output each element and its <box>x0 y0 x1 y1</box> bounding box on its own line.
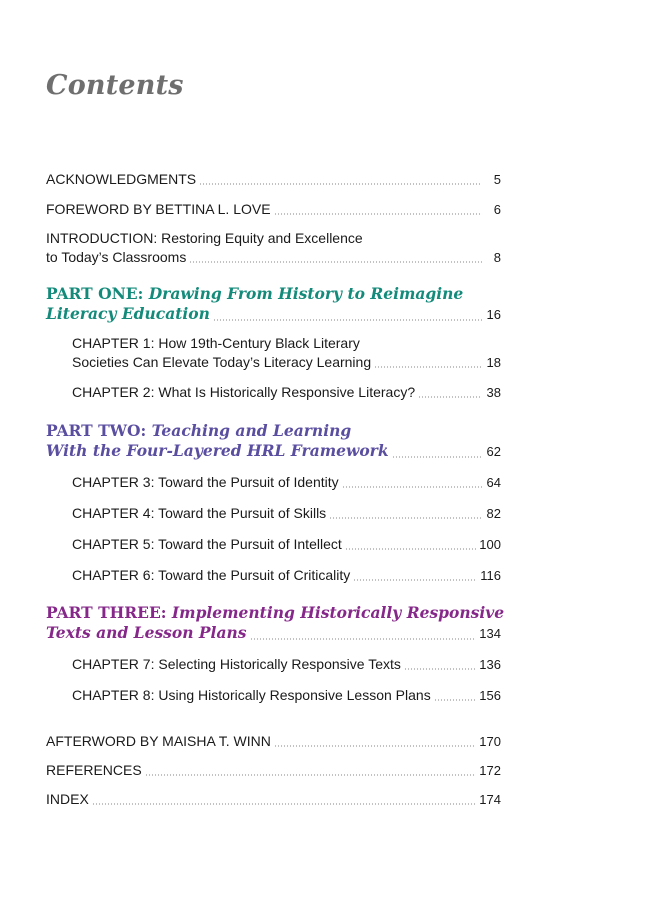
page-number: 5 <box>493 172 501 187</box>
page-number: 64 <box>486 475 501 490</box>
entry-label: CHAPTER 3: <box>72 474 155 490</box>
part-title-line2: Texts and Lesson Plans <box>46 623 247 642</box>
toc-entry-chapter-5[interactable] <box>46 535 501 554</box>
part-label: PART ONE: <box>46 284 144 303</box>
entry-label: CHAPTER 1: <box>72 335 155 351</box>
page-number: 174 <box>479 792 501 807</box>
page-number: 136 <box>479 657 501 672</box>
page-number: 16 <box>486 307 501 322</box>
dot-leader <box>274 745 476 747</box>
dot-leader <box>374 366 482 368</box>
entry-title: Toward the Pursuit of Skills <box>154 505 327 521</box>
entry-title-line1: Restoring Equity and Excellence <box>157 230 363 246</box>
dot-leader <box>274 213 482 215</box>
page-number: 38 <box>486 385 501 400</box>
dot-leader <box>434 699 477 701</box>
toc-entry-foreword[interactable] <box>46 200 501 219</box>
toc-entry-afterword[interactable] <box>46 732 501 751</box>
page-number: 18 <box>486 355 501 370</box>
entry-label: CHAPTER 5: <box>72 536 155 552</box>
entry-label: INTRODUCTION: <box>46 230 158 246</box>
dot-leader <box>145 774 477 776</box>
entry-title: REFERENCES <box>46 762 142 778</box>
page-number: 82 <box>486 506 501 521</box>
entry-label: CHAPTER 8: <box>72 687 155 703</box>
part-label: PART TWO: <box>46 421 147 440</box>
dot-leader <box>392 456 482 458</box>
dot-leader <box>329 517 482 519</box>
page-number: 6 <box>493 202 501 217</box>
dot-leader <box>250 638 477 640</box>
dot-leader <box>92 803 477 805</box>
entry-title: Toward the Pursuit of Identity <box>154 474 339 490</box>
dot-leader <box>404 668 476 670</box>
page-number: 100 <box>479 537 501 552</box>
entry-title: Using Historically Responsive Lesson Plans <box>154 687 431 703</box>
page-number: 156 <box>479 688 501 703</box>
entry-label: CHAPTER 2: <box>72 384 155 400</box>
toc-entry-chapter-8[interactable] <box>46 686 501 705</box>
toc-part-one[interactable] <box>46 284 501 325</box>
toc-entry-introduction[interactable] <box>46 229 501 267</box>
part-label: PART THREE: <box>46 603 167 622</box>
toc-entry-chapter-7[interactable] <box>46 655 501 674</box>
toc-entry-chapter-1[interactable] <box>46 334 501 372</box>
toc-part-two[interactable] <box>46 421 501 462</box>
toc-entry-chapter-6[interactable] <box>46 566 501 585</box>
page-number: 172 <box>479 763 501 778</box>
entry-title: Toward the Pursuit of Intellect <box>154 536 342 552</box>
entry-title-line2: Societies Can Elevate Today’s Literacy Learning <box>72 354 372 370</box>
part-title-line1: Implementing Historically Responsive <box>166 603 505 622</box>
toc-entry-acknowledgments[interactable] <box>46 170 501 189</box>
page-number: 62 <box>486 444 501 459</box>
entry-title: ACKNOWLEDGMENTS <box>46 171 197 187</box>
dot-leader <box>353 579 477 581</box>
entry-title: AFTERWORD BY MAISHA T. WINN <box>46 733 271 749</box>
entry-title: INDEX <box>46 791 89 807</box>
page-number: 134 <box>479 626 501 641</box>
page-number: 116 <box>480 568 501 583</box>
dot-leader <box>199 183 482 185</box>
entry-title-line1: How 19th-Century Black Literary <box>154 335 360 351</box>
part-title-line1: Drawing From History to Reimagine <box>143 284 464 303</box>
entry-title: Selecting Historically Responsive Texts <box>154 656 401 672</box>
page-number: 8 <box>493 250 501 265</box>
toc-entry-index[interactable] <box>46 790 501 809</box>
dot-leader <box>345 548 477 550</box>
part-title-line1: Teaching and Learning <box>146 421 352 440</box>
part-title-line2: With the Four-Layered HRL Framework <box>46 441 389 460</box>
entry-title: Toward the Pursuit of Criticality <box>154 567 351 583</box>
entry-title: FOREWORD BY BETTINA L. LOVE <box>46 201 271 217</box>
entry-label: CHAPTER 6: <box>72 567 155 583</box>
dot-leader <box>213 319 482 321</box>
toc-entry-chapter-2[interactable] <box>46 383 501 402</box>
dot-leader <box>418 396 482 398</box>
entry-label: CHAPTER 7: <box>72 656 155 672</box>
entry-title: What Is Historically Responsive Literacy? <box>154 384 416 400</box>
page-title: Contents <box>46 70 184 101</box>
page-number: 170 <box>479 734 501 749</box>
entry-title-line2: to Today’s Classrooms <box>46 249 187 265</box>
dot-leader <box>189 261 482 263</box>
part-title-line2: Literacy Education <box>46 304 210 323</box>
toc-entry-chapter-3[interactable] <box>46 473 501 492</box>
dot-leader <box>342 486 482 488</box>
toc-part-three[interactable] <box>46 603 505 644</box>
toc-entry-chapter-4[interactable] <box>46 504 501 523</box>
entry-label: CHAPTER 4: <box>72 505 155 521</box>
toc-entry-references[interactable] <box>46 761 501 780</box>
